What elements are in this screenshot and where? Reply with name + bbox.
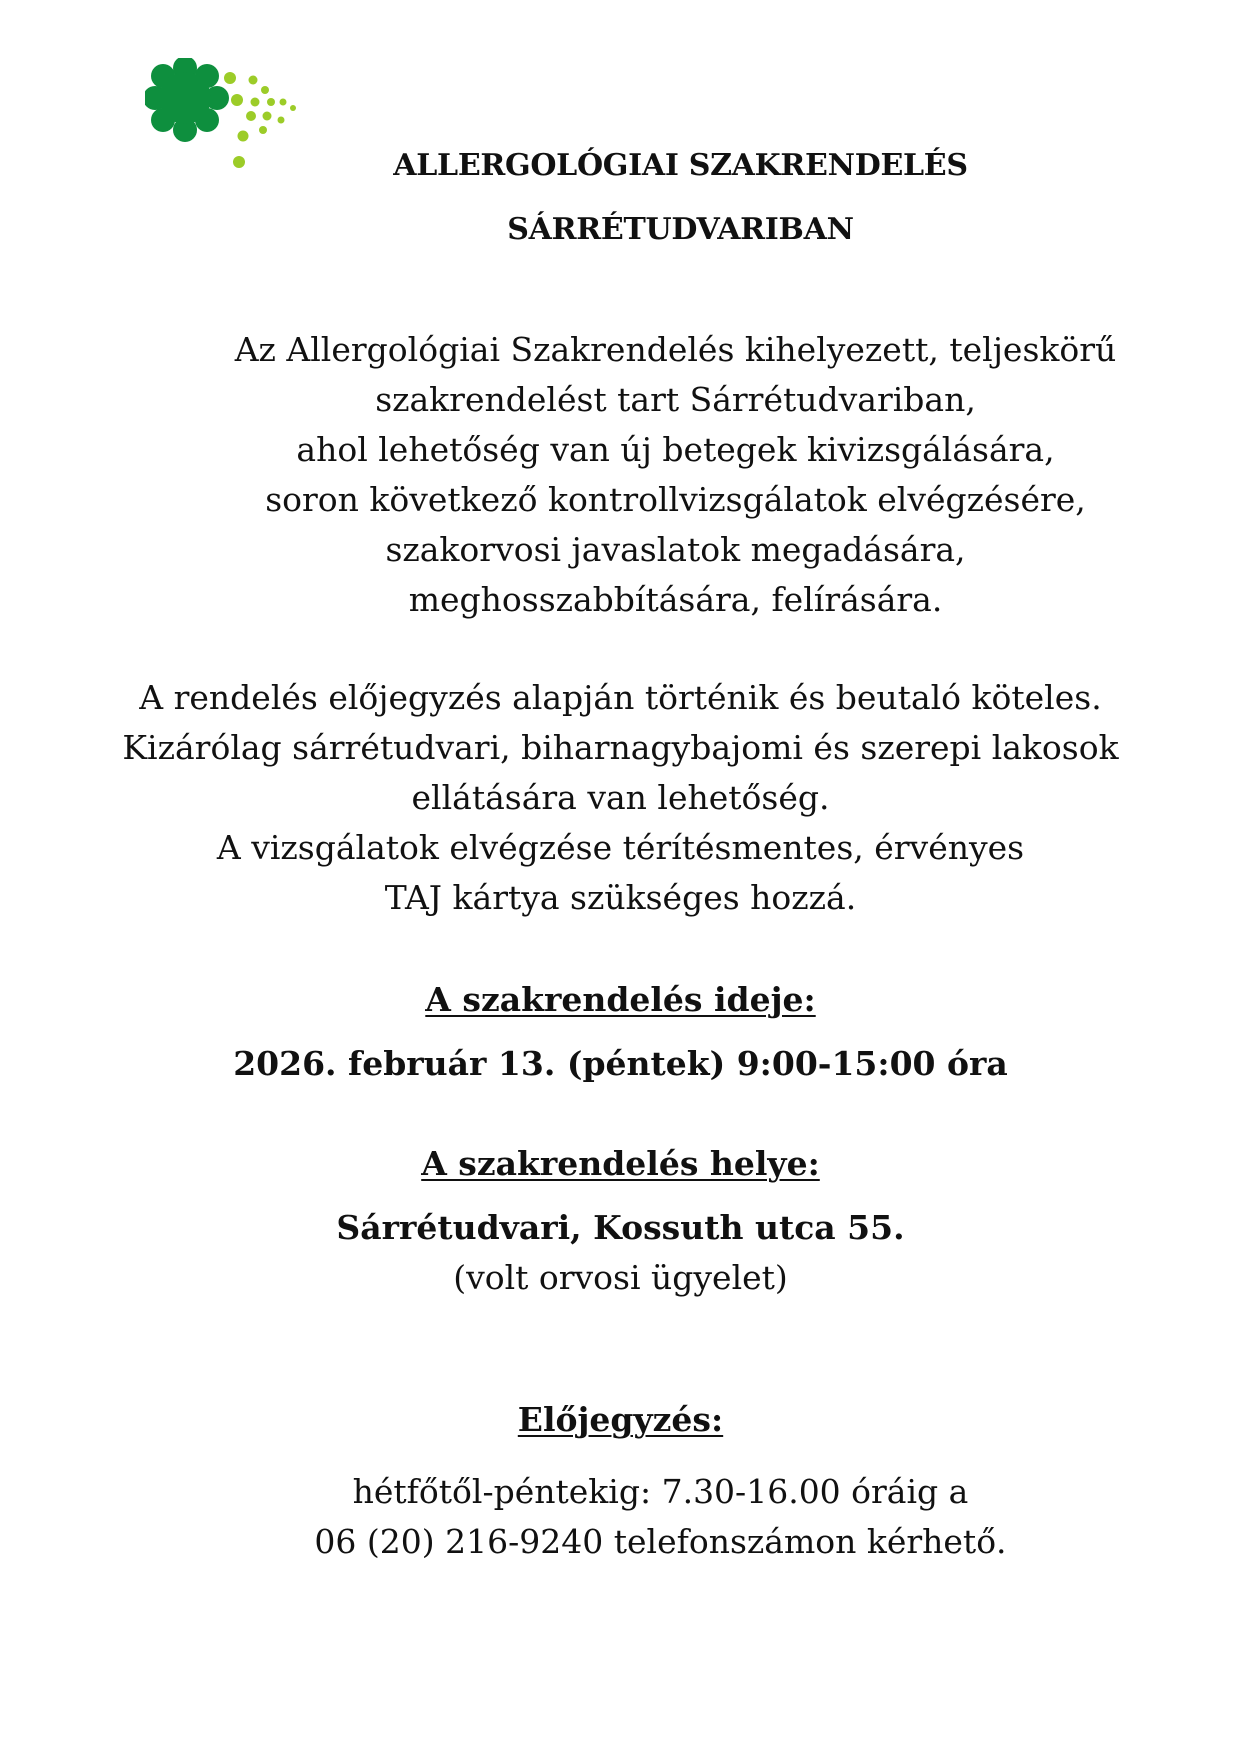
document-title-line-2: SÁRRÉTUDVARIBAN [507,212,854,247]
booking-line-2: 06 (20) 216-9240 telefonszámon kérhető. [314,1522,1007,1561]
conditions-line-4: A vizsgálatok elvégzése térítésmentes, érvényes [216,828,1025,867]
document-title-line-1: ALLERGOLÓGIAI SZAKRENDELÉS [393,148,968,183]
booking-line-1: hétfőtől-péntekig: 7.30-16.00 óráig a [352,1472,969,1511]
time-value: 2026. február 13. (péntek) 9:00-15:00 óra [233,1044,1008,1083]
intro-line-2: szakrendelést tart Sárrétudvariban, [375,380,976,419]
place-note: (volt orvosi ügyelet) [453,1258,788,1297]
intro-line-6: meghosszabbítására, felírására. [408,580,943,619]
intro-line-4: soron következő kontrollvizsgálatok elvégzésére, [265,480,1086,519]
intro-line-1: Az Allergológiai Szakrendelés kihelyezett, teljeskörű [234,330,1117,369]
intro-line-5: szakorvosi javaslatok megadására, [385,530,966,569]
intro-line-3: ahol lehetőség van új betegek kivizsgálására, [296,430,1055,469]
place-value: Sárrétudvari, Kossuth utca 55. [336,1208,905,1247]
booking-heading: Előjegyzés: [517,1400,724,1439]
conditions-line-1: A rendelés előjegyzés alapján történik és beutaló köteles. [139,678,1102,717]
conditions-line-5: TAJ kártya szükséges hozzá. [384,878,857,917]
time-heading: A szakrendelés ideje: [425,980,816,1019]
conditions-line-2: Kizárólag sárrétudvari, biharnagybajomi és szerepi lakosok [122,728,1119,767]
place-heading: A szakrendelés helye: [421,1144,820,1183]
conditions-line-3: ellátására van lehetőség. [411,778,830,817]
